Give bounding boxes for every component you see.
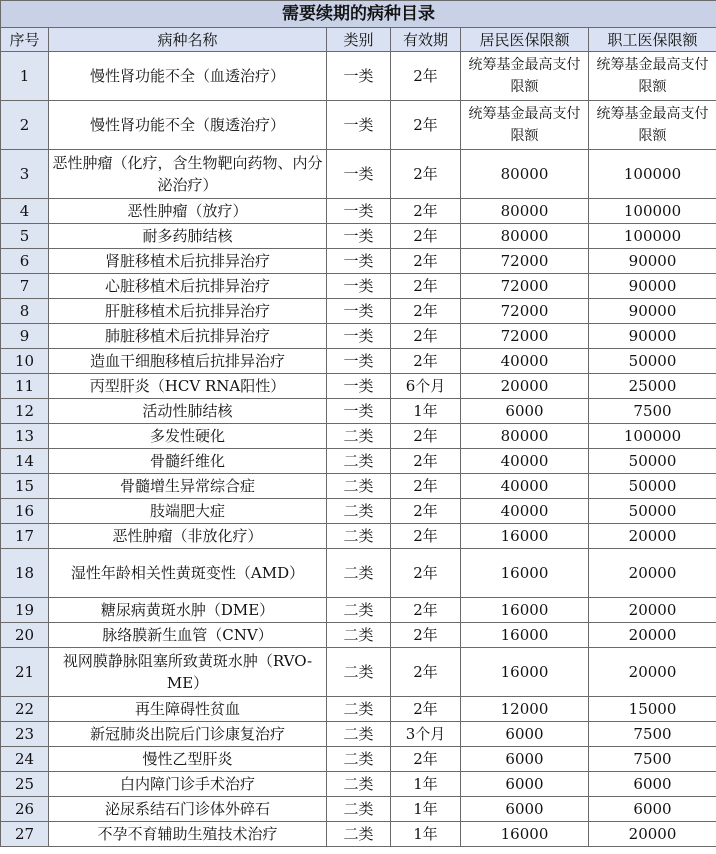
disease-name-cell: 肾脏移植术后抗排异治疗 (49, 249, 327, 274)
employee-limit-cell: 90000 (589, 324, 716, 349)
resident-limit-cell: 统筹基金最高支付限额 (461, 101, 589, 150)
table-row (1, 648, 716, 697)
disease-name-cell: 慢性乙型肝炎 (49, 747, 327, 772)
row-index-cell: 3 (1, 150, 49, 199)
disease-name-cell: 活动性肺结核 (49, 399, 327, 424)
row-index-cell: 24 (1, 747, 49, 772)
validity-cell: 2年 (391, 224, 461, 249)
category-cell: 一类 (327, 150, 391, 199)
disease-name-cell: 肺脏移植术后抗排异治疗 (49, 324, 327, 349)
table-row (1, 424, 716, 449)
table-row (1, 598, 716, 623)
disease-name-cell: 泌尿系结石门诊体外碎石 (49, 797, 327, 822)
row-index-cell: 8 (1, 299, 49, 324)
table-row (1, 101, 716, 150)
resident-limit-cell: 6000 (461, 399, 589, 424)
employee-limit-cell: 100000 (589, 150, 716, 199)
category-cell: 一类 (327, 249, 391, 274)
resident-limit-cell: 72000 (461, 324, 589, 349)
resident-limit-cell: 40000 (461, 449, 589, 474)
validity-cell: 2年 (391, 474, 461, 499)
validity-cell: 6个月 (391, 374, 461, 399)
employee-limit-cell: 50000 (589, 349, 716, 374)
row-index-cell: 25 (1, 772, 49, 797)
table-row (1, 52, 716, 101)
row-index-cell: 6 (1, 249, 49, 274)
resident-limit-cell: 6000 (461, 747, 589, 772)
disease-name-cell: 恶性肿瘤（放疗） (49, 199, 327, 224)
row-index-cell: 26 (1, 797, 49, 822)
table-row (1, 274, 716, 299)
row-index-cell: 17 (1, 524, 49, 549)
category-cell: 二类 (327, 474, 391, 499)
row-index-cell: 11 (1, 374, 49, 399)
header-row (1, 28, 716, 52)
category-cell: 一类 (327, 274, 391, 299)
employee-limit-cell: 90000 (589, 249, 716, 274)
resident-limit-cell: 12000 (461, 697, 589, 722)
table-row (1, 499, 716, 524)
disease-name-cell: 慢性肾功能不全（血透治疗） (49, 52, 327, 101)
row-index-cell: 22 (1, 697, 49, 722)
category-cell: 二类 (327, 424, 391, 449)
table-row (1, 150, 716, 199)
row-index-cell: 4 (1, 199, 49, 224)
resident-limit-cell: 16000 (461, 524, 589, 549)
row-index-cell: 10 (1, 349, 49, 374)
table-row (1, 249, 716, 274)
resident-limit-cell: 16000 (461, 648, 589, 697)
employee-limit-cell: 100000 (589, 224, 716, 249)
category-cell: 一类 (327, 374, 391, 399)
validity-cell: 1年 (391, 399, 461, 424)
resident-limit-cell: 16000 (461, 549, 589, 598)
row-index-cell: 23 (1, 722, 49, 747)
employee-limit-cell: 20000 (589, 549, 716, 598)
resident-limit-cell: 6000 (461, 797, 589, 822)
disease-name-cell: 不孕不育辅助生殖技术治疗 (49, 822, 327, 847)
table-row (1, 374, 716, 399)
validity-cell: 2年 (391, 424, 461, 449)
category-cell: 二类 (327, 797, 391, 822)
resident-limit-cell: 40000 (461, 474, 589, 499)
category-cell: 二类 (327, 499, 391, 524)
validity-cell: 2年 (391, 274, 461, 299)
category-cell: 一类 (327, 299, 391, 324)
table-row (1, 623, 716, 648)
employee-limit-cell: 7500 (589, 722, 716, 747)
header-category: 类别 (327, 28, 391, 52)
validity-cell: 2年 (391, 52, 461, 101)
row-index-cell: 12 (1, 399, 49, 424)
row-index-cell: 13 (1, 424, 49, 449)
disease-name-cell: 多发性硬化 (49, 424, 327, 449)
category-cell: 二类 (327, 772, 391, 797)
category-cell: 一类 (327, 101, 391, 150)
disease-name-cell: 视网膜静脉阻塞所致黄斑水肿（RVO-ME） (49, 648, 327, 697)
validity-cell: 2年 (391, 299, 461, 324)
employee-limit-cell: 15000 (589, 697, 716, 722)
resident-limit-cell: 16000 (461, 623, 589, 648)
row-index-cell: 2 (1, 101, 49, 150)
disease-name-cell: 新冠肺炎出院后门诊康复治疗 (49, 722, 327, 747)
employee-limit-cell: 6000 (589, 772, 716, 797)
category-cell: 二类 (327, 449, 391, 474)
resident-limit-cell: 40000 (461, 349, 589, 374)
employee-limit-cell: 90000 (589, 274, 716, 299)
resident-limit-cell: 6000 (461, 722, 589, 747)
category-cell: 二类 (327, 549, 391, 598)
resident-limit-cell: 80000 (461, 150, 589, 199)
validity-cell: 2年 (391, 324, 461, 349)
table-row (1, 524, 716, 549)
resident-limit-cell: 6000 (461, 772, 589, 797)
table-body (1, 52, 716, 847)
row-index-cell: 1 (1, 52, 49, 101)
header-disease-name: 病种名称 (49, 28, 327, 52)
validity-cell: 3个月 (391, 722, 461, 747)
row-index-cell: 16 (1, 499, 49, 524)
employee-limit-cell: 20000 (589, 524, 716, 549)
table-row (1, 697, 716, 722)
employee-limit-cell: 20000 (589, 623, 716, 648)
validity-cell: 1年 (391, 797, 461, 822)
category-cell: 一类 (327, 324, 391, 349)
validity-cell: 2年 (391, 499, 461, 524)
category-cell: 二类 (327, 648, 391, 697)
disease-name-cell: 耐多药肺结核 (49, 224, 327, 249)
header-validity: 有效期 (391, 28, 461, 52)
validity-cell: 1年 (391, 822, 461, 847)
disease-name-cell: 骨髓纤维化 (49, 449, 327, 474)
validity-cell: 2年 (391, 524, 461, 549)
disease-name-cell: 白内障门诊手术治疗 (49, 772, 327, 797)
table-row (1, 399, 716, 424)
category-cell: 二类 (327, 598, 391, 623)
table-title: 需要续期的病种目录 (1, 1, 716, 28)
employee-limit-cell: 7500 (589, 747, 716, 772)
category-cell: 二类 (327, 623, 391, 648)
table-row (1, 747, 716, 772)
employee-limit-cell: 100000 (589, 199, 716, 224)
employee-limit-cell: 100000 (589, 424, 716, 449)
employee-limit-cell: 25000 (589, 374, 716, 399)
category-cell: 一类 (327, 224, 391, 249)
validity-cell: 2年 (391, 697, 461, 722)
row-index-cell: 14 (1, 449, 49, 474)
employee-limit-cell: 统筹基金最高支付限额 (589, 101, 716, 150)
validity-cell: 2年 (391, 598, 461, 623)
disease-name-cell: 丙型肝炎（HCV RNA阳性） (49, 374, 327, 399)
table-row (1, 224, 716, 249)
table-row (1, 299, 716, 324)
employee-limit-cell: 20000 (589, 822, 716, 847)
table-row (1, 822, 716, 847)
disease-name-cell: 慢性肾功能不全（腹透治疗） (49, 101, 327, 150)
table-row (1, 324, 716, 349)
category-cell: 一类 (327, 349, 391, 374)
validity-cell: 2年 (391, 549, 461, 598)
employee-limit-cell: 50000 (589, 449, 716, 474)
disease-name-cell: 造血干细胞移植后抗排异治疗 (49, 349, 327, 374)
employee-limit-cell: 50000 (589, 474, 716, 499)
category-cell: 一类 (327, 199, 391, 224)
category-cell: 一类 (327, 399, 391, 424)
employee-limit-cell: 90000 (589, 299, 716, 324)
resident-limit-cell: 80000 (461, 199, 589, 224)
resident-limit-cell: 80000 (461, 424, 589, 449)
row-index-cell: 27 (1, 822, 49, 847)
employee-limit-cell: 7500 (589, 399, 716, 424)
table-row (1, 199, 716, 224)
employee-limit-cell: 20000 (589, 648, 716, 697)
table-row (1, 449, 716, 474)
disease-name-cell: 湿性年龄相关性黄斑变性（AMD） (49, 549, 327, 598)
validity-cell: 2年 (391, 199, 461, 224)
row-index-cell: 7 (1, 274, 49, 299)
disease-name-cell: 再生障碍性贫血 (49, 697, 327, 722)
category-cell: 二类 (327, 524, 391, 549)
validity-cell: 2年 (391, 623, 461, 648)
table-row (1, 722, 716, 747)
table-row (1, 772, 716, 797)
validity-cell: 2年 (391, 150, 461, 199)
disease-name-cell: 糖尿病黄斑水肿（DME） (49, 598, 327, 623)
resident-limit-cell: 16000 (461, 598, 589, 623)
validity-cell: 2年 (391, 648, 461, 697)
resident-limit-cell: 72000 (461, 274, 589, 299)
table-row (1, 797, 716, 822)
table-row (1, 474, 716, 499)
table-row (1, 549, 716, 598)
header-employee-limit: 职工医保限额 (589, 28, 716, 52)
disease-name-cell: 脉络膜新生血管（CNV） (49, 623, 327, 648)
validity-cell: 2年 (391, 101, 461, 150)
resident-limit-cell: 72000 (461, 249, 589, 274)
row-index-cell: 9 (1, 324, 49, 349)
row-index-cell: 5 (1, 224, 49, 249)
row-index-cell: 15 (1, 474, 49, 499)
validity-cell: 2年 (391, 747, 461, 772)
row-index-cell: 18 (1, 549, 49, 598)
table-row (1, 349, 716, 374)
resident-limit-cell: 统筹基金最高支付限额 (461, 52, 589, 101)
resident-limit-cell: 20000 (461, 374, 589, 399)
validity-cell: 1年 (391, 772, 461, 797)
employee-limit-cell: 6000 (589, 797, 716, 822)
employee-limit-cell: 50000 (589, 499, 716, 524)
category-cell: 二类 (327, 822, 391, 847)
header-index: 序号 (1, 28, 49, 52)
resident-limit-cell: 16000 (461, 822, 589, 847)
validity-cell: 2年 (391, 249, 461, 274)
employee-limit-cell: 统筹基金最高支付限额 (589, 52, 716, 101)
resident-limit-cell: 40000 (461, 499, 589, 524)
category-cell: 二类 (327, 697, 391, 722)
disease-name-cell: 心脏移植术后抗排异治疗 (49, 274, 327, 299)
category-cell: 一类 (327, 52, 391, 101)
resident-limit-cell: 72000 (461, 299, 589, 324)
category-cell: 二类 (327, 722, 391, 747)
validity-cell: 2年 (391, 449, 461, 474)
disease-name-cell: 恶性肿瘤（非放化疗） (49, 524, 327, 549)
employee-limit-cell: 20000 (589, 598, 716, 623)
row-index-cell: 21 (1, 648, 49, 697)
header-resident-limit: 居民医保限额 (461, 28, 589, 52)
disease-name-cell: 肝脏移植术后抗排异治疗 (49, 299, 327, 324)
row-index-cell: 20 (1, 623, 49, 648)
resident-limit-cell: 80000 (461, 224, 589, 249)
disease-name-cell: 恶性肿瘤（化疗，含生物靶向药物、内分泌治疗） (49, 150, 327, 199)
disease-name-cell: 肢端肥大症 (49, 499, 327, 524)
category-cell: 二类 (327, 747, 391, 772)
disease-name-cell: 骨髓增生异常综合症 (49, 474, 327, 499)
validity-cell: 2年 (391, 349, 461, 374)
row-index-cell: 19 (1, 598, 49, 623)
